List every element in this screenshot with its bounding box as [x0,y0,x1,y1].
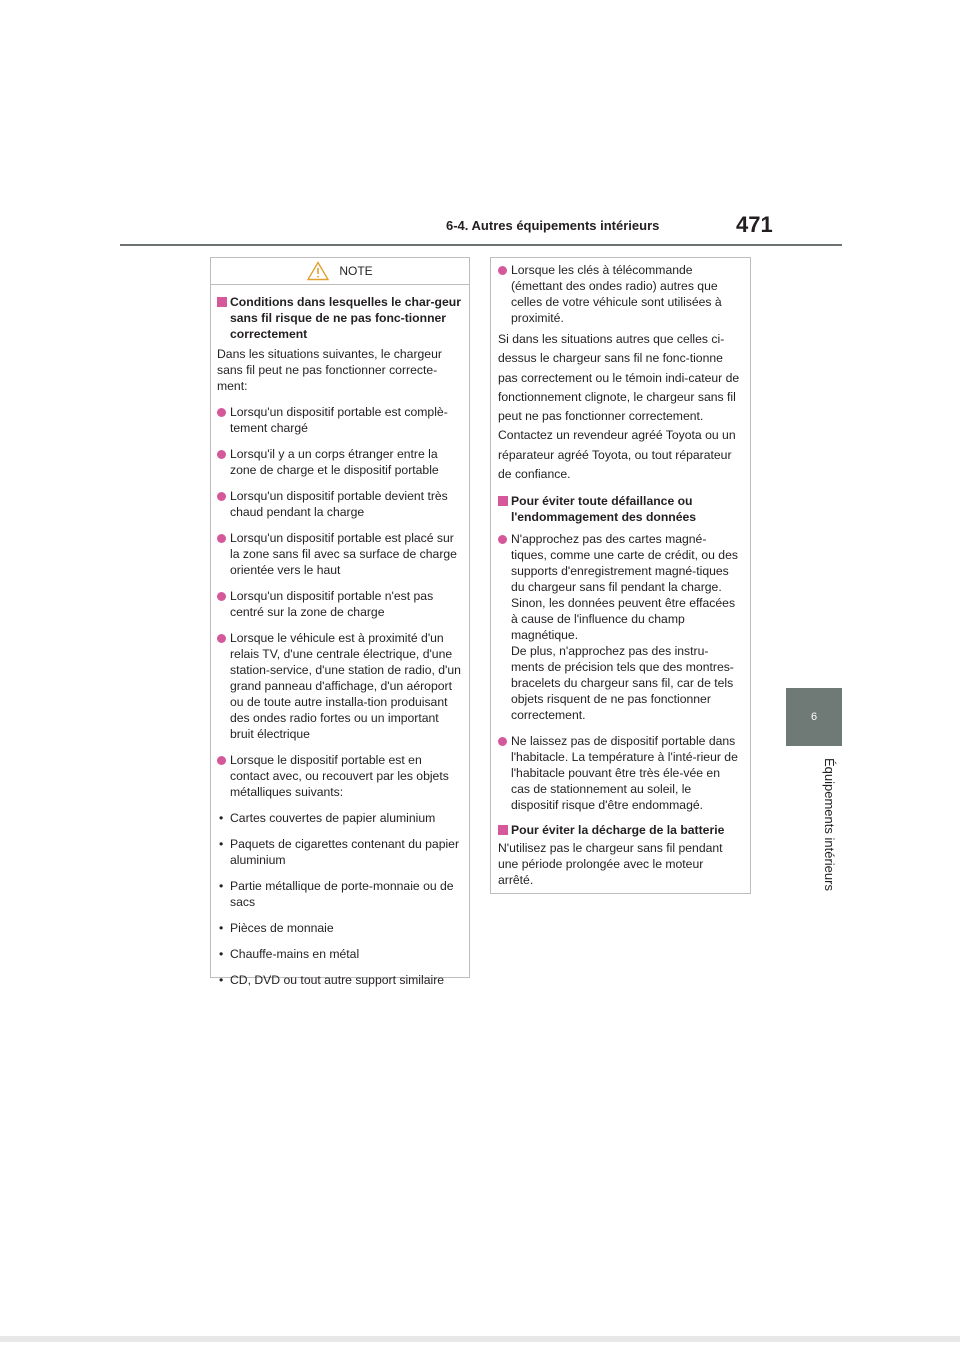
list-item [498,531,741,723]
sub-list-item: • Cartes couvertes de papier aluminium [217,810,461,826]
failure-heading: Pour éviter toute défaillance ou l'endommagement des données [498,493,741,525]
battery-heading: Pour éviter la décharge de la batterie [498,822,741,838]
sub-list-item: • Chauffe-mains en métal [217,946,461,962]
battery-paragraph: N'utilisez pas le chargeur sans fil pendant une période prolongée avec le moteur arrêté. [498,841,723,888]
instruments-warning: De plus, n'approchez pas des instru-ments de précision tels que des montres-bracelets du chargeur sans fil, car de tels objets risquent de ne pas fonctionner correctement. [511,644,734,723]
sub-list-item: • Pièces de monnaie [217,920,461,936]
fallback-paragraph: Si dans les situations autres que celles ci-dessus le chargeur sans fil ne fonc-tionne pas correctement ou le témoin indi-cateur de fonctionnement clignote, le chargeur sans fil peut ne pas fonctionner correctement. Contactez un revendeur agréé Toyota ou un réparateur agréé Toyota, ou tout réparateur de confiance. [498,332,740,482]
sub-list-item: • Partie métallique de porte-monnaie ou de sacs [217,878,461,910]
warning-triangle-icon [307,261,329,281]
sub-list-item: • Paquets de cigarettes contenant du papier aluminium [217,836,461,868]
note-box-continued [490,257,751,894]
page-number: 471 [736,212,773,237]
list-item: Ne laissez pas de dispositif portable dans l'habitacle. La température à l'inté-rieur de l'habitacle pouvant être très éle-vée en cas de stationnement au soleil, le dispositif risque d'être endommagé. [498,733,741,813]
note-label: NOTE [339,264,373,278]
sub-list-item: • CD, DVD ou tout autre support similaire [217,972,461,988]
chapter-tab [786,688,842,746]
list-item: Lorsque le véhicule est à proximité d'un relais TV, d'une centrale électrique, d'une station-service, d'une station de radio, d'un grand panneau d'affichage, d'un aéroport ou de toute autre installa-tion produisant des ondes radio fortes ou un important bruit électrique [217,630,461,742]
cards-warning: N'approchez pas des cartes magné-tiques, comme une carte de crédit, ou des supports d'enregistrement magné-tiques du chargeur sans fil pendant la charge. Sinon, les données peuvent être effacées à cause de l'influence du champ magnétique. [511,532,738,643]
note-heading: Conditions dans lesquelles le char-geur sans fil risque de ne pas fonc-tionner correctement [217,294,461,342]
list-item: Lorsque les clés à télécommande (émettant des ondes radio) autres que celles de votre véhicule sont utilisées à proximité. [498,262,741,326]
footer-band [0,1336,960,1342]
list-item: Lorsqu'il y a un corps étranger entre la zone de charge et le dispositif portable [217,446,461,478]
chapter-title: Équipements intérieurs [822,758,837,891]
list-item: Lorsqu'un dispositif portable est complè-tement chargé [217,404,461,436]
list-item: Lorsqu'un dispositif portable est placé sur la zone sans fil avec sa surface de charge orientée vers le haut [217,530,461,578]
chapter-number: 6 [810,711,818,723]
section-title: 6-4. Autres équipements intérieurs [446,218,660,233]
header-divider [120,244,842,246]
list-item: Lorsqu'un dispositif portable devient très chaud pendant la charge [217,488,461,520]
list-item: Lorsque le dispositif portable est en contact avec, ou recouvert par les objets métalliques suivants: [217,752,461,800]
list-item: Lorsqu'un dispositif portable n'est pas centré sur la zone de charge [217,588,461,620]
note-box [210,257,470,987]
note-intro: Dans les situations suivantes, le chargeur sans fil peut ne pas fonctionner correcte-ment: [217,347,442,393]
note-header [211,258,469,285]
